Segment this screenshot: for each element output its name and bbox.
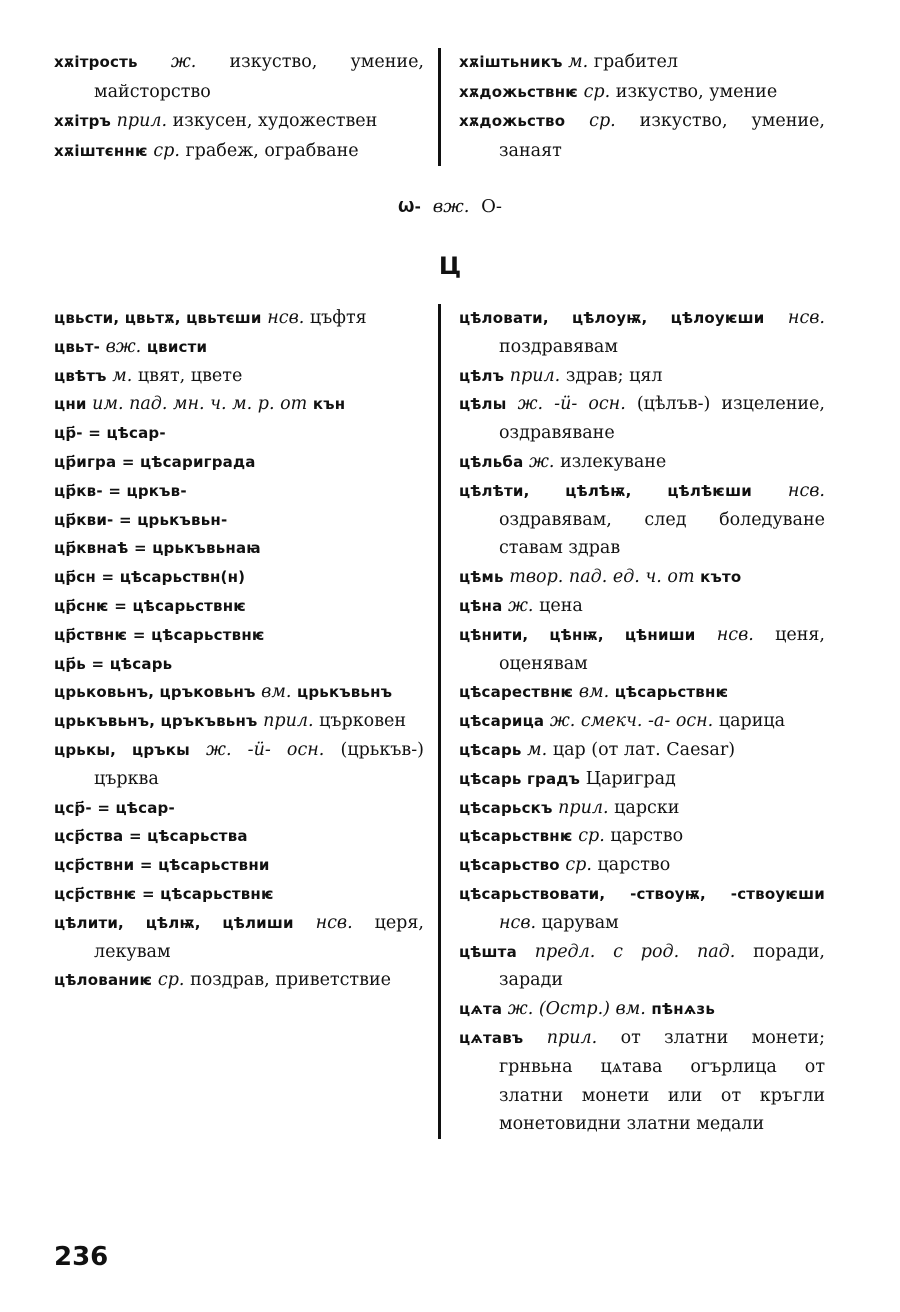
dictionary-entry: [54, 707, 424, 736]
headword: цр҃квнаѣ: [54, 539, 129, 558]
headword: цѣсарьскъ: [459, 798, 553, 817]
definition: изкуство, умение, майсторство: [94, 52, 424, 102]
headword: хѫітрость: [54, 53, 138, 71]
headword: цср҃ства: [54, 827, 124, 846]
headword: цѣсарьство: [459, 856, 560, 875]
headword: цѣлы: [459, 395, 507, 414]
definition: поздравявам: [499, 336, 618, 357]
dictionary-entry: [459, 880, 825, 938]
headword: црькы, цръкы: [54, 740, 190, 759]
grammar-label: ж. смекч. -а- осн.: [549, 711, 714, 732]
definition: = цѣсарьствн(н): [101, 568, 246, 587]
main-right-column: [445, 304, 825, 1139]
dictionary-entry: [459, 362, 825, 391]
definition: пѣнѧзь: [651, 1000, 716, 1019]
definition: цвисти: [146, 337, 208, 356]
main-left-column: [54, 304, 434, 1139]
dictionary-entry: [54, 851, 424, 880]
definition: царски: [614, 797, 680, 818]
headword: цѣсарьствнѥ: [459, 827, 573, 846]
dictionary-entry: [459, 477, 825, 563]
headword: цни: [54, 395, 87, 414]
grammar-label: ср.: [157, 970, 185, 991]
grammar-label: нсв.: [499, 912, 537, 933]
column-divider: [438, 48, 441, 166]
grammar-label: нсв.: [787, 308, 825, 328]
headword: хѫіштєннѥ: [54, 141, 148, 160]
dictionary-entry: [459, 78, 825, 108]
headword: цр҃кви-: [54, 510, 114, 529]
definition: (црькъв-) църква: [94, 739, 424, 789]
dictionary-entry: [459, 304, 825, 362]
headword: цвьт-: [54, 337, 101, 356]
headword: цѣшта: [459, 942, 517, 961]
grammar-label: прил.: [263, 711, 314, 732]
grammar-label: ср.: [583, 81, 611, 102]
definition: = црькъвьн-: [119, 510, 228, 529]
headword: цѣльба: [459, 452, 524, 471]
headword: хѫдожьствнѥ: [459, 82, 579, 101]
definition: поздрав, приветствие: [190, 970, 391, 991]
definition: цвят, цвете: [137, 365, 243, 386]
definition: цена: [539, 595, 583, 616]
dictionary-entry: [459, 736, 825, 765]
headword: цѣмь: [459, 568, 504, 587]
dictionary-entry: [54, 592, 424, 621]
definition: = цѣсариграда: [121, 452, 256, 471]
definition: церя, лекувам: [94, 912, 424, 962]
grammar-label: вж.: [105, 336, 142, 357]
definition: излекуване: [560, 451, 667, 472]
headword: цср҃-: [54, 798, 92, 817]
dictionary-entry: [54, 794, 424, 823]
dictionary-entry: [54, 362, 424, 391]
headword: цѣлованиѥ: [54, 971, 153, 990]
headword: цср҃ствни: [54, 856, 135, 875]
headword: црькъвьнъ, цръкъвьнъ: [54, 712, 258, 731]
definition: изкусен, художествен: [172, 111, 378, 131]
dictionary-entry: [54, 137, 424, 167]
dictionary-entry: [54, 304, 424, 333]
grammar-label: вм.: [261, 682, 292, 703]
dictionary-entry: [54, 880, 424, 909]
definition: изкуство, умение, занаят: [499, 111, 825, 161]
definition: здрав; цял: [565, 365, 663, 386]
headword: цр҃сн: [54, 568, 96, 587]
grammar-label: нсв.: [716, 624, 754, 645]
dictionary-entry: [54, 736, 424, 794]
grammar-label: ср.: [578, 826, 605, 847]
definition: цъфтя: [309, 308, 367, 328]
grammar-label: прил.: [546, 1027, 598, 1048]
definition: = црькъвьнаꙗ: [134, 539, 261, 558]
headword: цвьсти, цвьтѫ, цвьтєши: [54, 309, 262, 327]
definition: = цркъв-: [108, 481, 187, 500]
grammar-label: твор. пад. ед. ч. от: [509, 567, 695, 588]
dictionary-entry: [54, 107, 424, 137]
dictionary-entry: [459, 765, 825, 794]
dictionary-entry: [54, 419, 424, 448]
dictionary-entry: [459, 48, 825, 78]
cross-reference: [0, 196, 900, 217]
dictionary-entry: [459, 678, 825, 707]
column-divider: [438, 304, 441, 1139]
definition: = цѣсар-: [97, 798, 175, 817]
dictionary-entry: [54, 534, 424, 563]
grammar-label: ж.: [529, 451, 555, 472]
letter-heading: Ц: [438, 252, 462, 280]
xref-term: Ѡ-: [397, 198, 422, 216]
dictionary-entry: [459, 938, 825, 996]
grammar-label: ж. -ӥ- осн.: [206, 739, 325, 760]
dictionary-entry: [54, 909, 424, 967]
headword: цр҃игра: [54, 452, 117, 471]
top-left-column: [54, 48, 434, 166]
definition: царувам: [541, 912, 619, 933]
definition: (цѣлъв-) изцеление, оздравяване: [499, 394, 825, 444]
dictionary-entry: [459, 851, 825, 880]
definition: царство: [597, 855, 671, 876]
definition: = цѣсарьствнѥ: [114, 596, 247, 615]
dictionary-entry: [459, 794, 825, 823]
dictionary-entry: [459, 707, 825, 736]
headword: цѣсарь градъ: [459, 769, 581, 788]
grammar-label: прил.: [558, 797, 609, 818]
headword: цѣсарествнѥ: [459, 683, 574, 702]
definition: цар (от лат. Caesar): [552, 739, 736, 760]
grammar-label: нсв.: [315, 912, 353, 933]
dictionary-entry: [459, 107, 825, 166]
dictionary-entry: [459, 592, 825, 621]
grammar-label: ср.: [589, 111, 616, 131]
headword: цвѣтъ: [54, 366, 107, 385]
dictionary-entry: [54, 333, 424, 362]
headword: хѫдожьство: [459, 112, 566, 130]
headword: цѣна: [459, 596, 503, 615]
dictionary-entry: [54, 506, 424, 535]
definition: = цѣсар-: [88, 424, 166, 443]
headword: хѫіштьникъ: [459, 53, 563, 71]
headword: цѣлити, цѣлѭ, цѣлиши: [54, 913, 294, 932]
headword: хѫітръ: [54, 112, 112, 130]
grammar-label: ср.: [565, 855, 592, 876]
grammar-label: м.: [112, 365, 133, 386]
grammar-label: м.: [568, 52, 589, 72]
dictionary-entry: [54, 678, 424, 707]
top-right-column: [445, 48, 825, 166]
definition: = цѣсарь: [91, 654, 173, 673]
definition: цѣсарьствнѥ: [614, 683, 729, 702]
headword: цр҃-: [54, 424, 83, 443]
headword: цѣсарьствовати, -ствоуѭ, -ствоуѥши: [459, 884, 825, 903]
grammar-label: ср.: [153, 140, 180, 161]
grammar-label: м.: [527, 739, 548, 760]
definition: ценя, оценявам: [499, 624, 825, 674]
definition: = цѣсарьствни: [139, 856, 270, 875]
headword: црьковьнъ, цръковьнъ: [54, 683, 256, 702]
dictionary-entry: [54, 966, 424, 995]
grammar-label: ж.: [508, 595, 534, 616]
headword: цр҃снѥ: [54, 596, 109, 615]
headword: цѧта: [459, 1000, 503, 1019]
grammar-label: предл. с род. пад.: [534, 941, 736, 962]
definition: кън: [312, 395, 346, 414]
definition: = цѣсарьствнѥ: [132, 625, 265, 644]
grammar-label: ж. (Остр.) вм.: [507, 999, 646, 1020]
grammar-label: нсв.: [267, 308, 305, 328]
dictionary-entry: [54, 48, 424, 107]
grammar-label: прил.: [116, 111, 168, 131]
definition: къто: [700, 568, 742, 587]
dictionary-entry: [54, 822, 424, 851]
dictionary-entry: [54, 390, 424, 419]
definition: от златни монети; грнвьна цѧтава огърлица от златни монети или от кръгли монетовидни златни медали: [499, 1027, 825, 1135]
grammar-label: ж. -ӥ- осн.: [517, 394, 626, 415]
headword: цѣлъ: [459, 366, 505, 385]
headword: цѣнити, цѣнѭ, цѣниши: [459, 625, 696, 644]
headword: цр҃кв-: [54, 481, 103, 500]
dictionary-entry: [459, 822, 825, 851]
definition: оздравявам, след боледуване ставам здрав: [499, 509, 825, 559]
headword: цѣсарица: [459, 712, 545, 731]
headword: цср҃ствнѥ: [54, 884, 137, 903]
grammar-label: нсв.: [787, 480, 825, 501]
dictionary-entry: [459, 621, 825, 679]
dictionary-entry: [54, 563, 424, 592]
headword: цѣлѣти, цѣлѣѭ, цѣлѣѥши: [459, 481, 752, 500]
definition: царство: [610, 826, 684, 847]
definition: църковен: [319, 711, 407, 732]
definition: поради, заради: [499, 941, 825, 991]
definition: царица: [718, 711, 786, 732]
headword: цѣловати, цѣлоуѭ, цѣлоуѥши: [459, 309, 765, 327]
dictionary-entry: [459, 1024, 825, 1139]
dictionary-entry: [54, 650, 424, 679]
definition: = цѣсарьствнѥ: [141, 884, 274, 903]
definition: Цариград: [585, 768, 676, 789]
definition: црькъвьнъ: [297, 683, 393, 702]
headword: цр҃ь: [54, 654, 86, 673]
headword: цѧтавъ: [459, 1028, 524, 1047]
grammar-label: вм.: [578, 682, 610, 703]
grammar-label: прил.: [509, 365, 561, 386]
dictionary-entry: [54, 621, 424, 650]
dictionary-entry: [54, 448, 424, 477]
page-number: 236: [54, 1242, 109, 1272]
definition: изкуство, умение: [615, 81, 778, 102]
grammar-label: им. пад. мн. ч. м. р. от: [92, 394, 308, 415]
definition: грабител: [593, 52, 678, 72]
xref-label: вж.: [432, 196, 470, 217]
dictionary-entry: [54, 477, 424, 506]
dictionary-entry: [459, 563, 825, 592]
xref-target: О-: [481, 196, 502, 217]
main-section: [54, 304, 844, 1139]
definition: грабеж, ограбване: [185, 140, 359, 161]
definition: = цѣсарьства: [128, 827, 248, 846]
headword: цр҃ствнѥ: [54, 625, 128, 644]
headword: цѣсарь: [459, 740, 522, 759]
dictionary-entry: [459, 390, 825, 448]
dictionary-entry: [459, 995, 825, 1024]
dictionary-entry: [459, 448, 825, 477]
top-section: [54, 48, 844, 166]
grammar-label: ж.: [170, 52, 197, 72]
